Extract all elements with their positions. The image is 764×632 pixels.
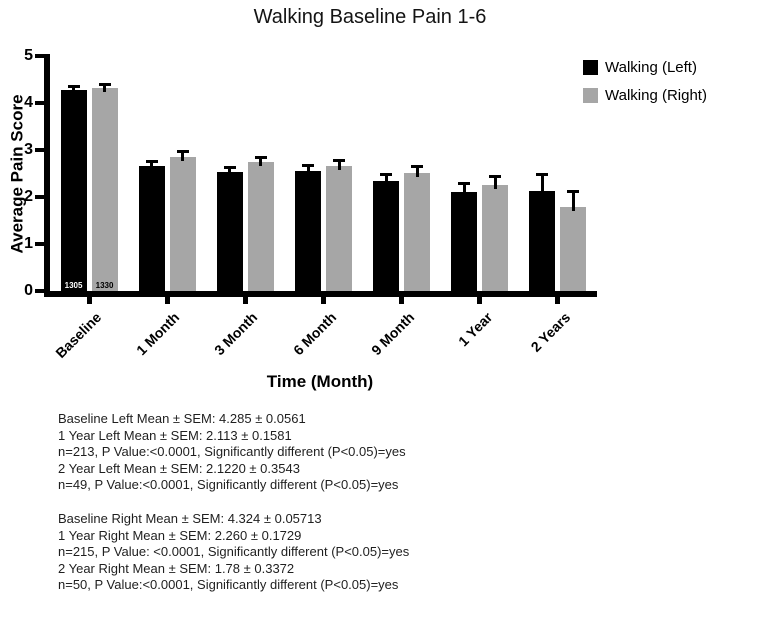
x-axis-category-label: Baseline: [52, 309, 105, 362]
x-axis-tick: [321, 297, 326, 304]
plot-area: [50, 56, 597, 291]
error-bar-cap: [68, 85, 80, 88]
stats-line: 1 Year Left Mean ± SEM: 2.113 ± 0.1581: [58, 427, 292, 443]
legend-swatch: [583, 88, 598, 103]
stats-line: Baseline Left Mean ± SEM: 4.285 ± 0.0561: [58, 411, 306, 426]
error-bar-stem: [307, 166, 310, 175]
y-axis-tick-label: 4: [24, 94, 33, 111]
error-bar-cap: [380, 173, 392, 176]
x-axis-category-label: 1 Month: [133, 309, 183, 359]
bar-baseline-right: [92, 88, 118, 291]
bar-9-month-left: [373, 181, 399, 291]
error-bar-cap: [302, 164, 314, 167]
legend-swatch: [583, 60, 598, 75]
error-bar-cap: [177, 150, 189, 153]
x-axis-category-label: 1 Year: [454, 309, 496, 350]
bar-baseline-left: [61, 90, 87, 291]
y-axis-tick-label: 1: [24, 235, 33, 252]
error-bar-stem: [541, 175, 544, 196]
stats-line: n=49, P Value:<0.0001, Significantly different (P<0.05)=yes: [58, 477, 399, 493]
error-bar-stem: [385, 175, 388, 185]
error-bar-cap: [567, 190, 579, 193]
legend-label: Walking (Right): [605, 87, 707, 104]
y-axis-tick: [35, 148, 44, 152]
bar-1-year-right: [482, 185, 508, 291]
bar-sample-size-label: 1305: [64, 281, 83, 290]
y-axis-tick-label: 2: [24, 188, 33, 205]
x-axis-category-label: 9 Month: [367, 309, 417, 359]
x-axis-tick: [87, 297, 92, 304]
bar-6-month-left: [295, 171, 321, 291]
stats-left-block: [58, 411, 409, 494]
error-bar-stem: [228, 168, 231, 176]
y-axis-tick: [35, 54, 44, 58]
error-bar-stem: [494, 177, 497, 189]
y-axis-tick-label: 0: [24, 282, 33, 299]
stats-line: n=50, P Value:<0.0001, Significantly different (P<0.05)=yes: [58, 577, 399, 593]
error-bar-cap: [333, 159, 345, 162]
legend-label: Walking (Left): [605, 59, 697, 76]
error-bar-stem: [150, 162, 153, 171]
legend-item: [583, 87, 707, 104]
x-axis-tick: [243, 297, 248, 304]
error-bar-stem: [463, 184, 466, 195]
stats-text: [58, 411, 409, 611]
bar-3-month-right: [248, 162, 274, 291]
y-axis-tick: [35, 101, 44, 105]
bar-9-month-right: [404, 173, 430, 291]
chart-title: Walking Baseline Pain 1-6: [253, 6, 487, 28]
error-bar-cap: [536, 173, 548, 176]
error-bar-cap: [99, 83, 111, 86]
error-bar-stem: [572, 192, 575, 212]
x-axis-category-label: 6 Month: [289, 309, 339, 359]
stats-line: Baseline Right Mean ± SEM: 4.324 ± 0.05713: [58, 510, 322, 526]
bar-1-month-left: [139, 166, 165, 291]
error-bar-stem: [259, 158, 262, 166]
stats-line: n=215, P Value: <0.0001, Significantly different (P<0.05)=yes: [58, 544, 410, 560]
error-bar-stem: [416, 167, 419, 177]
error-bar-stem: [103, 85, 106, 92]
error-bar-stem: [181, 152, 184, 161]
x-axis-tick: [165, 297, 170, 304]
bar-3-month-left: [217, 172, 243, 291]
y-axis-tick-label: 3: [24, 141, 33, 158]
y-axis: [0, 47, 44, 299]
error-bar-cap: [224, 166, 236, 169]
x-axis-tick: [555, 297, 560, 304]
stats-line: 2 Year Left Mean ± SEM: 2.1220 ± 0.3543: [58, 460, 300, 476]
x-axis-category-label: 3 Month: [211, 309, 261, 359]
legend: [583, 59, 707, 115]
stats-line: n=213, P Value:<0.0001, Significantly different (P<0.05)=yes: [58, 444, 406, 460]
y-axis-tick: [35, 195, 44, 199]
stats-line: 1 Year Right Mean ± SEM: 2.260 ± 0.1729: [58, 527, 302, 543]
x-axis-tick: [477, 297, 482, 304]
x-axis-tick: [399, 297, 404, 304]
error-bar-cap: [146, 160, 158, 163]
bar-1-year-left: [451, 192, 477, 291]
bar-1-month-right: [170, 157, 196, 291]
y-axis-tick: [35, 242, 44, 246]
bar-sample-size-label: 1330: [95, 281, 114, 290]
y-axis-tick-label: 5: [24, 47, 33, 64]
legend-item: [583, 59, 707, 76]
y-axis-title: Average Pain Score: [7, 94, 27, 254]
error-bar-cap: [489, 175, 501, 178]
stats-right-block: [58, 511, 409, 594]
stats-line: 2 Year Right Mean ± SEM: 1.78 ± 0.3372: [58, 560, 295, 576]
bar-2-years-left: [529, 191, 555, 291]
error-bar-cap: [458, 182, 470, 185]
error-bar-cap: [411, 165, 423, 168]
x-axis-title: Time (Month): [266, 372, 374, 391]
y-axis-tick: [35, 289, 44, 293]
error-bar-cap: [255, 156, 267, 159]
bar-6-month-right: [326, 166, 352, 291]
error-bar-stem: [338, 161, 341, 169]
x-axis-category-label: 2 Years: [527, 309, 574, 355]
bar-2-years-right: [560, 207, 586, 291]
